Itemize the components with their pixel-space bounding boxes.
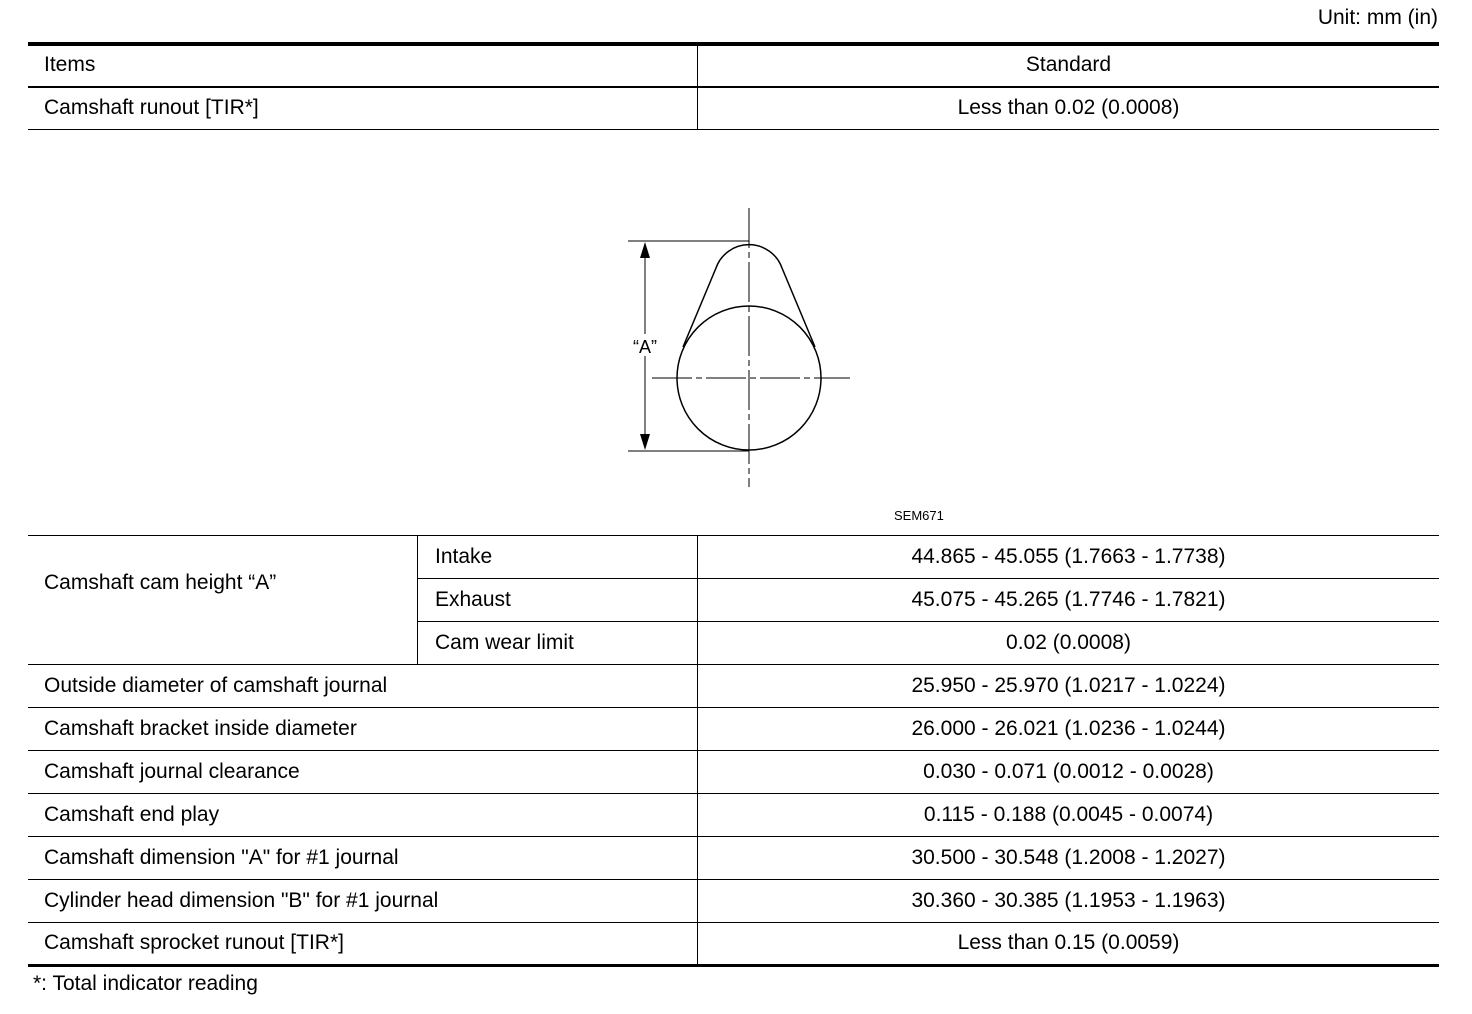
cam-height-value-exhaust: 45.075 - 45.265 (1.7746 - 1.7821) xyxy=(911,588,1226,611)
cam-height-sub-intake: Intake xyxy=(435,545,493,568)
bottom-table-bottom-border xyxy=(28,964,1439,967)
header-items: Items xyxy=(44,53,96,76)
row-value: 0.030 - 0.071 (0.0012 - 0.0028) xyxy=(923,760,1214,783)
row-value: 30.500 - 30.548 (1.2008 - 1.2027) xyxy=(911,846,1226,869)
top-table-bottom-border xyxy=(28,129,1439,130)
row-label: Camshaft sprocket runout [TIR*] xyxy=(44,931,344,954)
camshaft-runout-value: Less than 0.02 (0.0008) xyxy=(957,96,1180,119)
cam-height-label: Camshaft cam height “A” xyxy=(44,571,277,594)
row-value: Less than 0.15 (0.0059) xyxy=(957,931,1180,954)
unit-label: Unit: mm (in) xyxy=(1317,6,1438,29)
dimension-arrow-bottom xyxy=(640,434,650,450)
row-value: 25.950 - 25.970 (1.0217 - 1.0224) xyxy=(911,674,1226,697)
camshaft-runout-label: Camshaft runout [TIR*] xyxy=(44,96,259,119)
row-value: 0.115 - 0.188 (0.0045 - 0.0074) xyxy=(923,803,1214,826)
row-label: Camshaft dimension "A" for #1 journal xyxy=(44,846,399,869)
cam-height-sub-exhaust: Exhaust xyxy=(435,588,511,611)
cam-height-value-intake: 44.865 - 45.055 (1.7663 - 1.7738) xyxy=(911,545,1226,568)
cam-height-sub-wear-limit: Cam wear limit xyxy=(435,631,574,654)
row-label: Cylinder head dimension "B" for #1 journal xyxy=(44,889,439,912)
row-label: Camshaft end play xyxy=(44,803,220,826)
dimension-arrow-top xyxy=(640,242,650,258)
cam-height-diagram xyxy=(600,200,860,500)
footnote: *: Total indicator reading xyxy=(33,972,258,995)
cam-height-value-wear-limit: 0.02 (0.0008) xyxy=(1006,631,1131,654)
sub-column-divider xyxy=(417,535,418,665)
dimension-label: “A” xyxy=(633,337,657,357)
header-standard: Standard xyxy=(1025,53,1112,76)
row-value: 30.360 - 30.385 (1.1953 - 1.1963) xyxy=(911,889,1226,912)
row-value: 26.000 - 26.021 (1.0236 - 1.0244) xyxy=(911,717,1226,740)
row-label: Outside diameter of camshaft journal xyxy=(44,674,388,697)
figure-code: SEM671 xyxy=(894,508,944,523)
row-label: Camshaft bracket inside diameter xyxy=(44,717,357,740)
row-label: Camshaft journal clearance xyxy=(44,760,300,783)
